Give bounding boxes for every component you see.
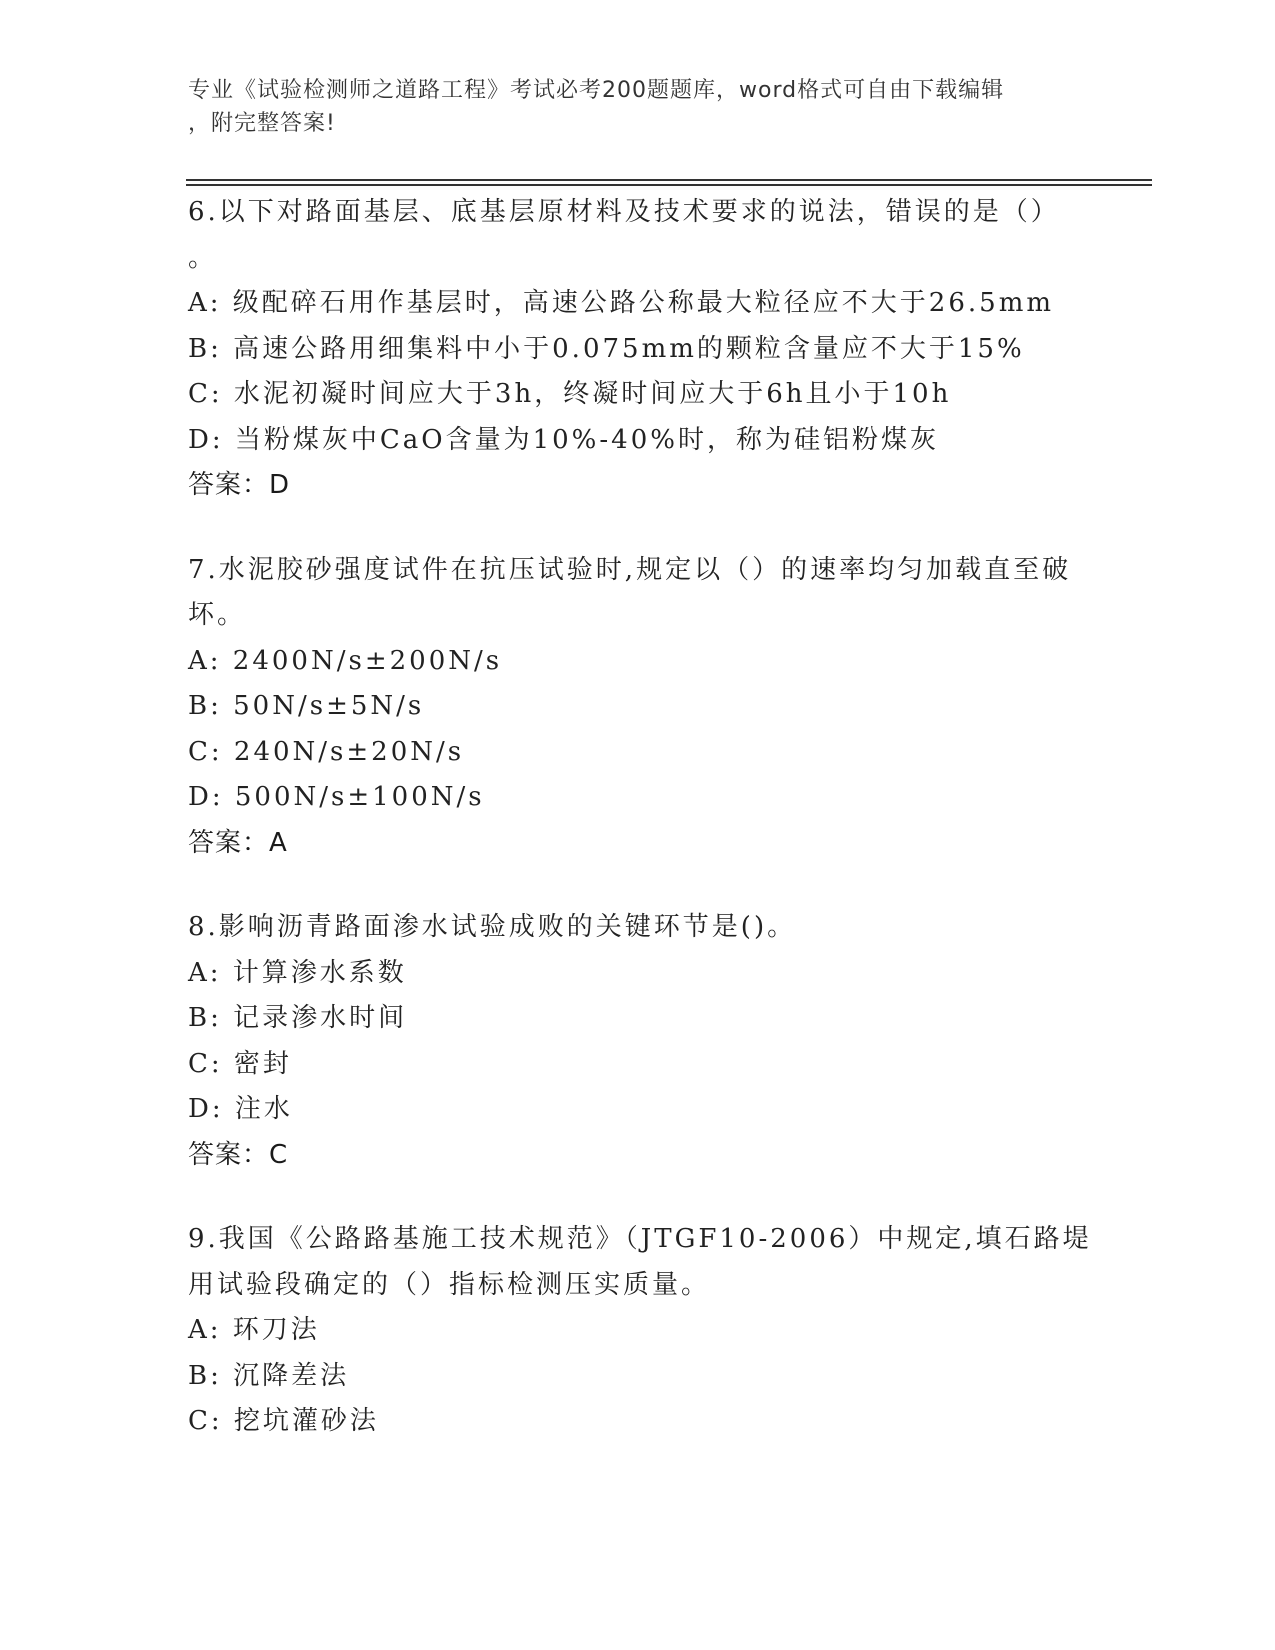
question-stem-line: 。	[188, 242, 218, 273]
header-line-1: 专业《试验检测师之道路工程》考试必考200题题库，word格式可自由下载编辑	[188, 78, 1005, 103]
answer-label: 答案：D	[188, 470, 291, 500]
option-a: A: 级配碎石用作基层时，高速公路公称最大粒径应不大于26.5mm	[188, 288, 1055, 318]
question-stem-line: 坏。	[188, 600, 247, 630]
question-9	[188, 1217, 1118, 1445]
option-a: A: 计算渗水系数	[188, 957, 407, 988]
option-c: C: 密封	[188, 1048, 292, 1079]
document-header	[188, 74, 1088, 140]
option-d: D: 500N/s±100N/s	[188, 782, 485, 812]
question-stem-line: 6.以下对路面基层、底基层原材料及技术要求的说法，错误的是（）	[188, 197, 1060, 227]
question-stem-line: 用试验段确定的（）指标检测压实质量。	[188, 1269, 711, 1300]
option-a: A: 环刀法	[188, 1315, 320, 1345]
option-a: A: 2400N/s±200N/s	[188, 645, 503, 676]
header-line-2: ，附完整答案!	[188, 111, 336, 136]
option-b: B: 50N/s±5N/s	[188, 691, 425, 721]
header-divider-bottom	[186, 184, 1152, 186]
answer-label: 答案：C	[188, 1139, 289, 1170]
question-8	[188, 905, 1118, 1178]
question-7	[188, 548, 1118, 867]
option-c: C: 水泥初凝时间应大于3h，终凝时间应大于6h且小于10h	[188, 379, 952, 409]
option-b: B: 沉降差法	[188, 1360, 350, 1391]
option-d: D: 当粉煤灰中CaO含量为10%-40%时，称为硅铝粉煤灰	[188, 424, 939, 455]
question-6	[188, 190, 1118, 509]
question-list	[188, 190, 1118, 1484]
option-b: B: 高速公路用细集料中小于0.075mm的颗粒含量应不大于15%	[188, 333, 1025, 364]
answer-label: 答案：A	[188, 827, 288, 858]
question-stem-line: 8.影响沥青路面渗水试验成败的关键环节是()。	[188, 912, 797, 942]
option-c: C: 挖坑灌砂法	[188, 1406, 379, 1436]
option-c: C: 240N/s±20N/s	[188, 736, 465, 767]
question-stem-line: 9.我国《公路路基施工技术规范》（JTGF10-2006）中规定,填石路堤	[188, 1224, 1092, 1254]
question-stem-line: 7.水泥胶砂强度试件在抗压试验时,规定以（）的速率均匀加载直至破	[188, 554, 1072, 585]
option-b: B: 记录渗水时间	[188, 1003, 408, 1033]
header-divider-top	[186, 179, 1152, 181]
option-d: D: 注水	[188, 1094, 293, 1124]
